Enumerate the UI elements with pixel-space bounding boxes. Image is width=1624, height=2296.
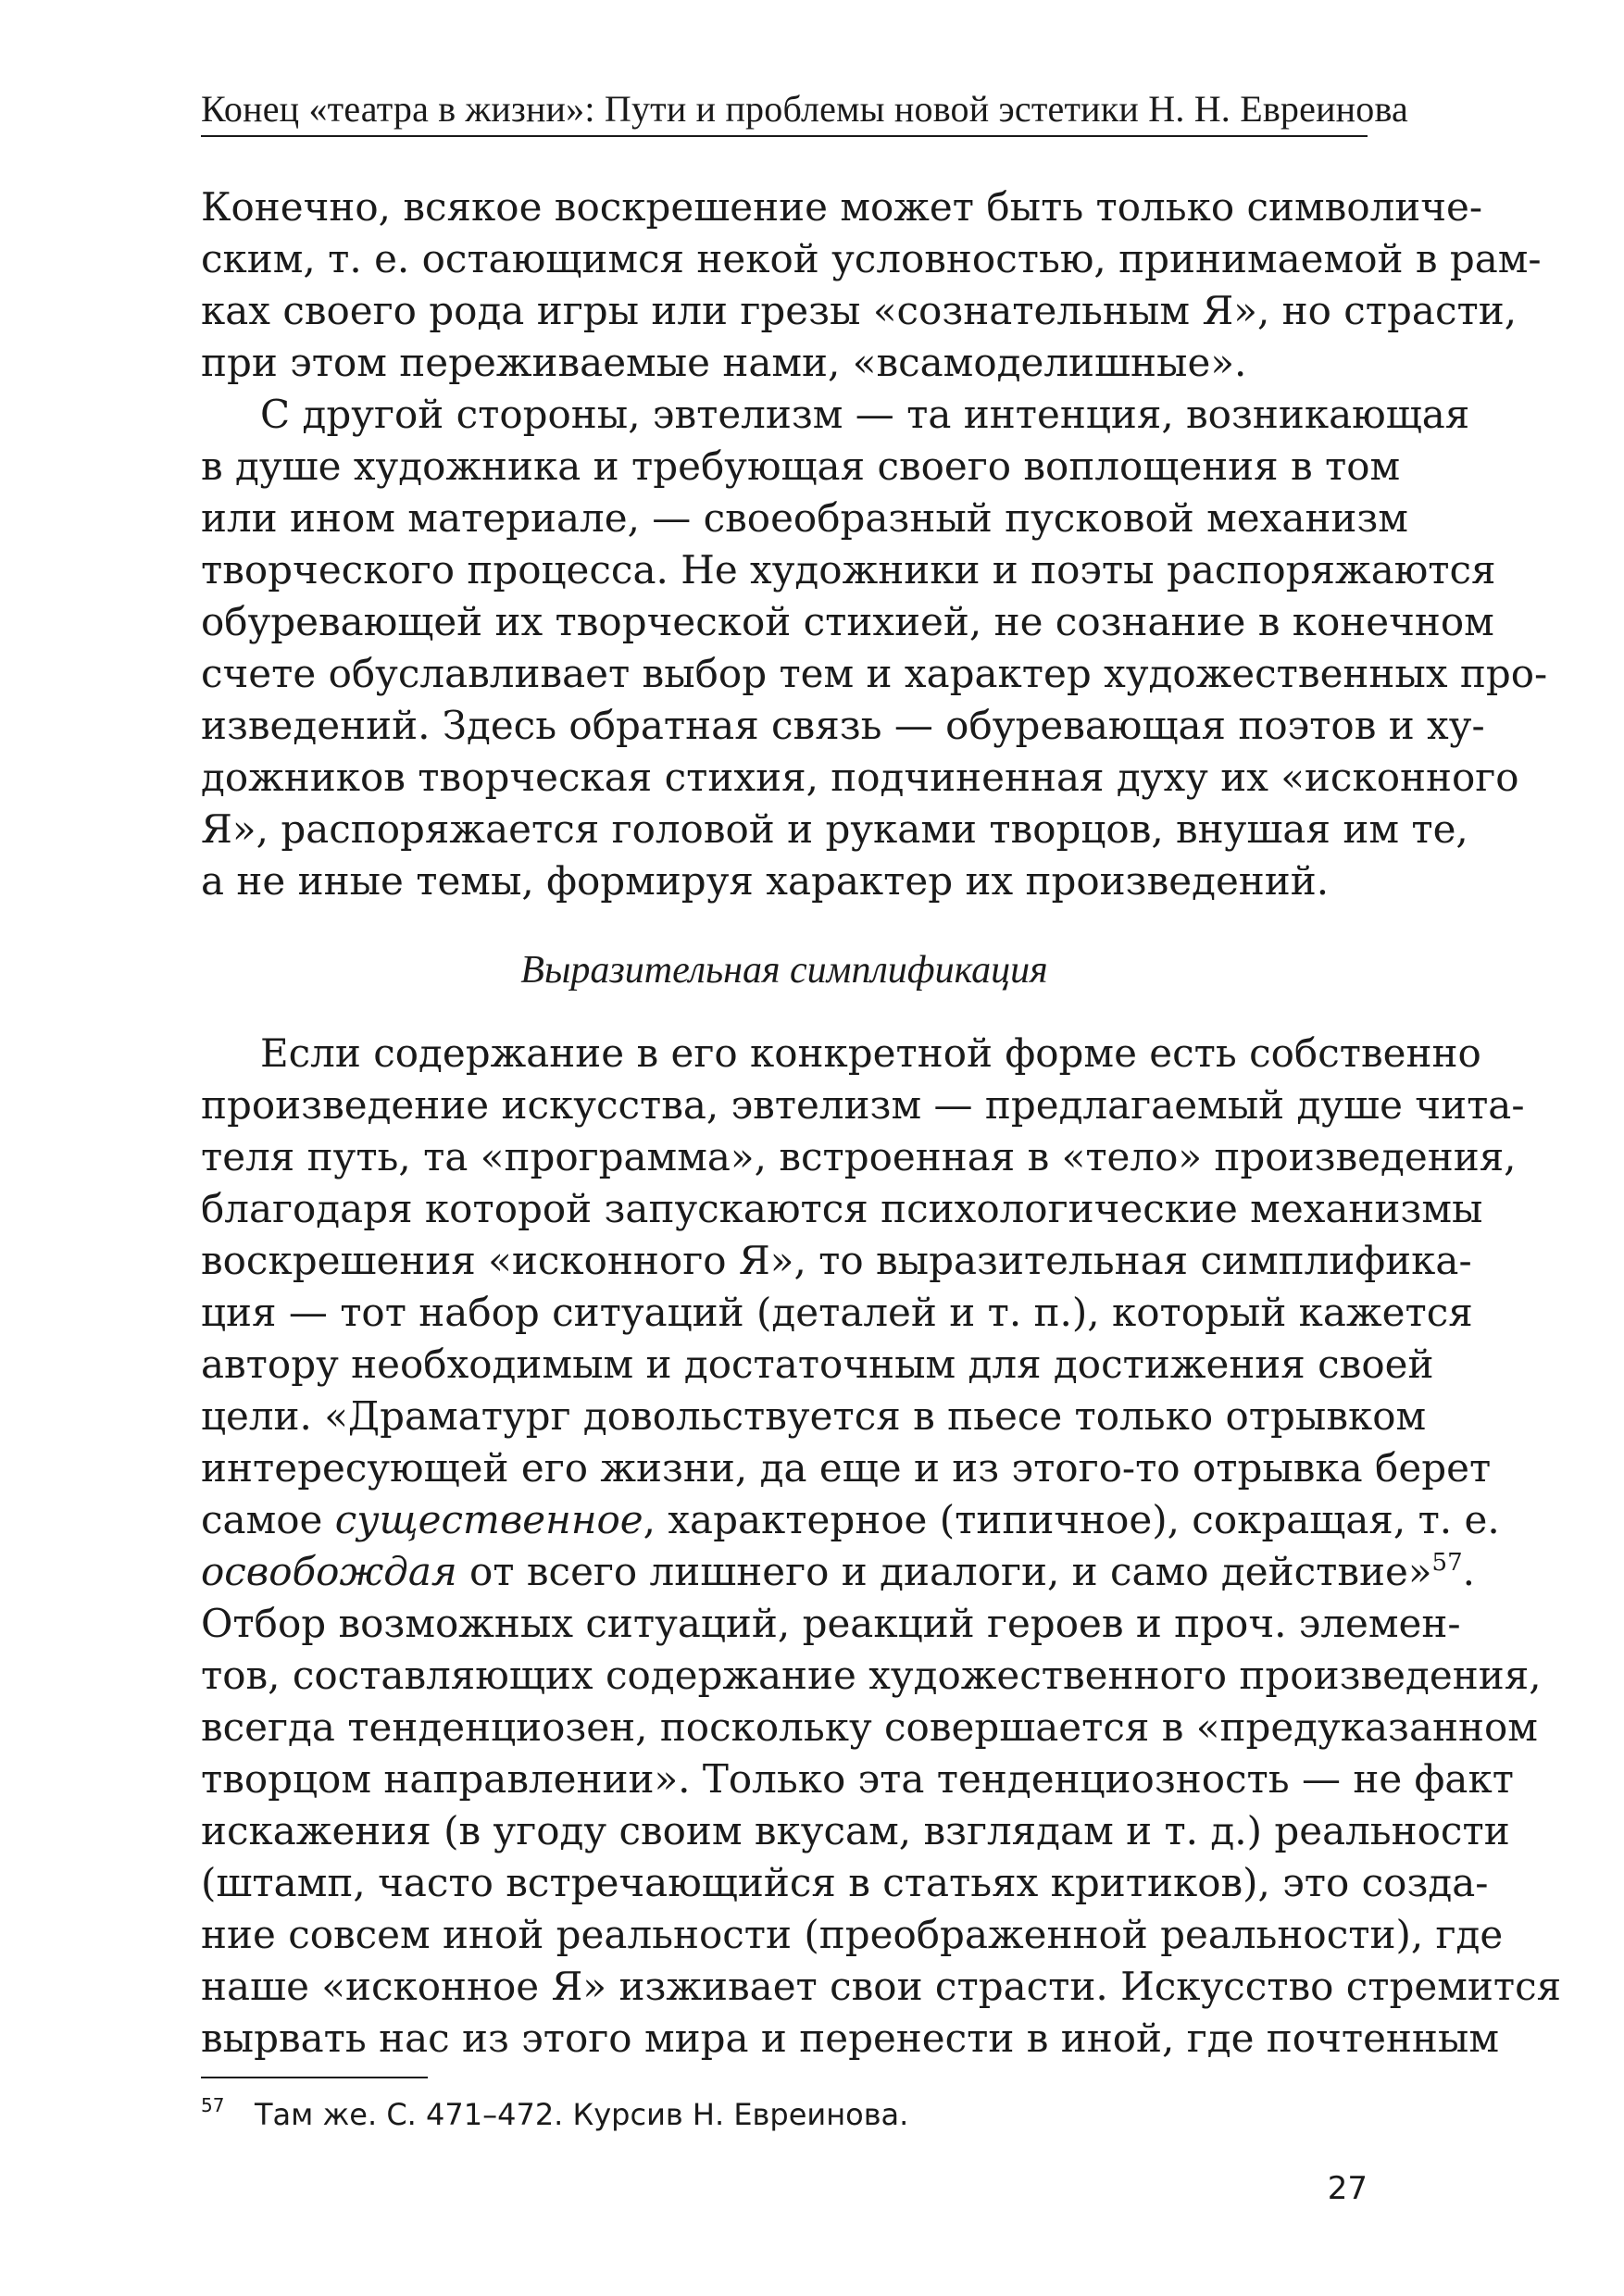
text-line: интересующей его жизни, да еще и из этого-то отрывка берет — [201, 1445, 1492, 1491]
italic-emphasis: существенное — [334, 1497, 643, 1542]
footnote-text: Там же. С. 471–472. Курсив Н. Евреинова. — [255, 2097, 909, 2132]
text-line: цели. «Драматург довольствуется в пьесе только отрывком — [201, 1393, 1427, 1439]
text-line: (штамп, часто встречающийся в статьях критиков), это созда- — [201, 1860, 1489, 1905]
text-line: теля путь, та «программа», встроенная в «тело» произведения, — [201, 1134, 1517, 1179]
text-line: творческого процесса. Не художники и поэты распоряжаются — [201, 547, 1496, 593]
text-line: воскрешения «исконного Я», то выразительная симплифика- — [201, 1238, 1472, 1283]
text-line: Конечно, всякое воскрешение может быть только символиче- — [201, 184, 1483, 230]
text-line: обуревающей их творческой стихией, не сознание в конечном — [201, 599, 1494, 644]
text-line: Я», распоряжается головой и руками творцов, внушая им те, — [201, 806, 1468, 852]
text-line: ках своего рода игры или грезы «сознательным Я», но страсти, — [201, 288, 1518, 333]
text-line: всегда тенденциозен, поскольку совершается в «предуказанном — [201, 1704, 1538, 1750]
text-fragment: самое — [201, 1497, 335, 1542]
text-line: тов, составляющих содержание художественного произведения, — [201, 1653, 1542, 1698]
running-header: Конец «театра в жизни»: Пути и проблемы новой эстетики Н. Н. Евреинова — [201, 88, 1408, 130]
footnote-rule — [201, 2077, 428, 2078]
text-line — [201, 1494, 1500, 1546]
text-line: в душе художника и требующая своего воплощения в том — [201, 443, 1401, 489]
text-line: ция — тот набор ситуаций (деталей и т. п.), который кажется — [201, 1290, 1473, 1335]
text-line: Если содержание в его конкретной форме есть собственно — [260, 1030, 1481, 1076]
text-line — [201, 1546, 1475, 1598]
paragraph-block-2 — [201, 1028, 1562, 2065]
text-line: дожников творческая стихия, подчиненная духу их «исконного — [201, 755, 1519, 800]
header-rule — [201, 135, 1368, 137]
footnote-reference[interactable]: 57 — [1431, 1549, 1463, 1577]
text-fragment: . — [1462, 1549, 1475, 1594]
text-line: или ином материале, — своеобразный пусковой механизм — [201, 495, 1408, 541]
text-line: благодаря которой запускаются психологические механизмы — [201, 1186, 1483, 1231]
text-line: С другой стороны, эвтелизм — та интенция, возникающая — [260, 392, 1470, 437]
text-line: произведение искусства, эвтелизм — предлагаемый душе чита- — [201, 1082, 1525, 1128]
text-line: ние совсем иной реальности (преображенной реальности), где — [201, 1912, 1504, 1957]
text-line: наше «исконное Я» изживает свои страсти. Искусство стремится — [201, 1964, 1562, 2009]
text-line: счете обуславливает выбор тем и характер художественных про- — [201, 651, 1548, 696]
text-line: а не иные темы, формируя характер их произведений. — [201, 858, 1330, 904]
text-line: вырвать нас из этого мира и перенести в иной, где почтенным — [201, 2015, 1500, 2061]
paragraph-block-1 — [201, 181, 1548, 907]
section-subheading: Выразительная симплификация — [520, 949, 1048, 992]
text-line: ским, т. е. остающимся некой условностью, принимаемой в рам- — [201, 236, 1542, 281]
footnote: 57 Там же. С. 471–472. Курсив Н. Евреинова. — [201, 2094, 909, 2132]
text-line: при этом переживаемые нами, «всамоделишные». — [201, 340, 1247, 385]
text-line: автору необходимым и достаточным для достижения своей — [201, 1341, 1434, 1387]
italic-emphasis: освобождая — [201, 1549, 457, 1594]
text-line: искажения (в угоду своим вкусам, взглядам и т. д.) реальности — [201, 1808, 1510, 1853]
text-fragment: , характерное (типичное), сокращая, т. е. — [643, 1497, 1500, 1542]
page-number: 27 — [1327, 2170, 1368, 2207]
text-fragment: от всего лишнего и диалоги, и само действие» — [456, 1549, 1432, 1594]
text-line: творцом направлении». Только эта тенденциозность — не факт — [201, 1756, 1514, 1802]
text-line: изведений. Здесь обратная связь — обуревающая поэтов и ху- — [201, 703, 1485, 748]
text-line: Отбор возможных ситуаций, реакций героев и проч. элемен- — [201, 1601, 1461, 1646]
